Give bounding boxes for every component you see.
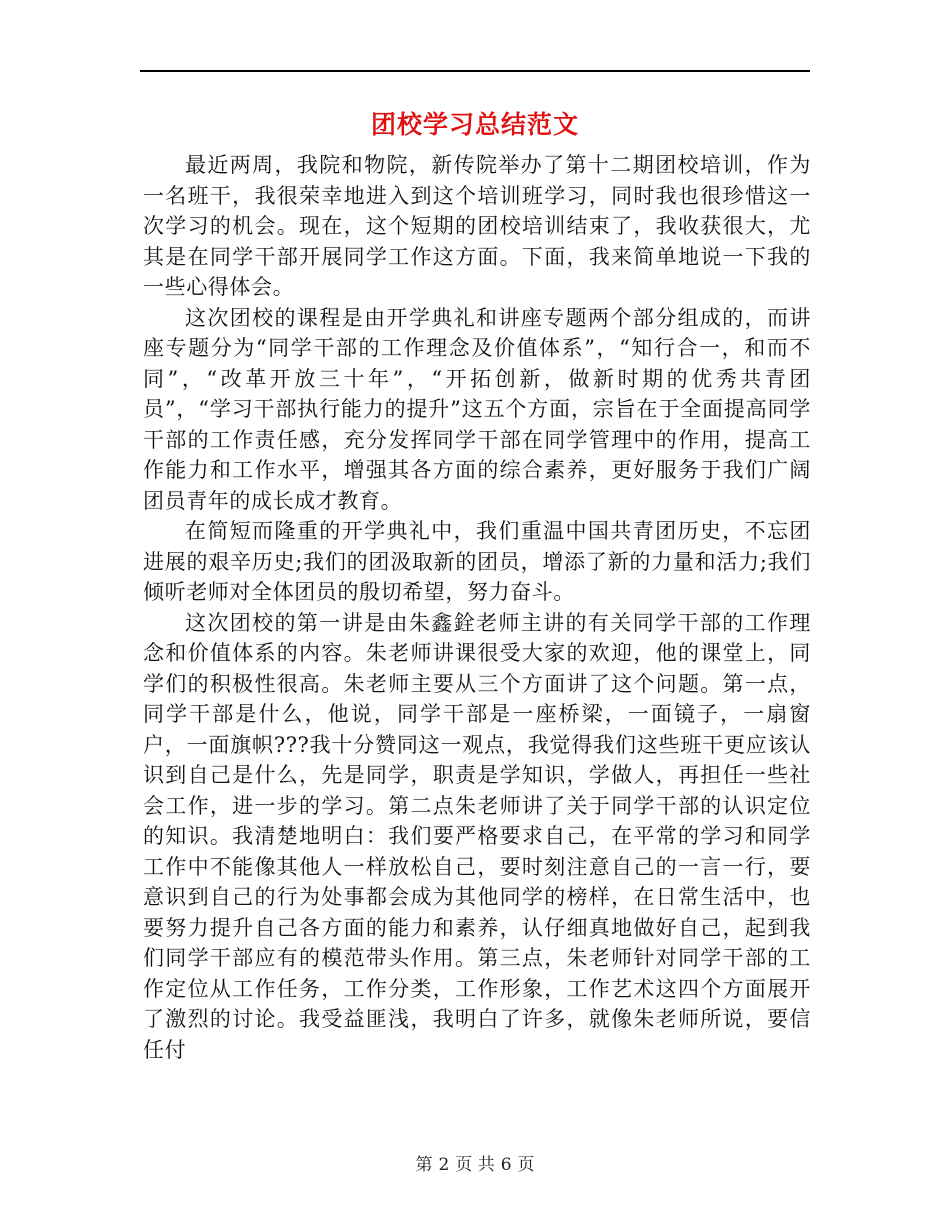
paragraph-2: 这次团校的课程是由开学典礼和讲座专题两个部分组成的，而讲座专题分为“同学干部的工作理念及价值体系”，“知行合一，和而不同”，“改革开放三十年”，“开拓创新，做新时期的优秀共青团员”，“学习干部执行能力的提升”这五个方面，宗旨在于全面提高同学干部的工作责任感，充分发挥同学干部在同学管理中的作用，提高工作能力和工作水平，增强其各方面的综合素养，更好服务于我们广阔团员青年的成长成才教育。 bbox=[143, 305, 811, 513]
paragraph-4: 这次团校的第一讲是由朱鑫銓老师主讲的有关同学干部的工作理念和价值体系的内容。朱老师讲课很受大家的欢迎，他的课堂上，同学们的积极性很高。朱老师主要从三个方面讲了这个问题。第一点，同学干部是什么，他说，同学干部是一座桥梁，一面镜子，一扇窗户，一面旗帜???我十分赞同这一观点，我觉得我们这些班干更应该认识到自己是什么，先是同学，职责是学知识，学做人，再担任一些社会工作，进一步的学习。第二点朱老师讲了关于同学干部的认识定位的知识。我清楚地明白：我们要严格要求自己，在平常的学习和同学工作中不能像其他人一样放松自己，要时刻注意自己的一言一行，要意识到自己的行为处事都会成为其他同学的榜样，在日常生活中，也要努力提升自己各方面的能力和素养，认仔细真地做好自己，起到我们同学干部应有的模范带头作用。第三点，朱老师针对同学干部的工作定位从工作任务，工作分类，工作形象，工作艺术这四个方面展开了激烈的讨论。我受益匪浅，我明白了许多，就像朱老师所说，要信任付 bbox=[143, 610, 811, 1062]
total-pages-number: 6 bbox=[500, 1155, 512, 1175]
current-page-number: 2 bbox=[438, 1155, 450, 1175]
footer-suffix: 页 bbox=[517, 1155, 535, 1175]
footer-middle: 页 共 bbox=[455, 1155, 495, 1175]
page-footer bbox=[0, 1153, 950, 1177]
header-rule bbox=[140, 70, 810, 72]
footer-prefix: 第 bbox=[415, 1155, 433, 1175]
paragraph-1: 最近两周，我院和物院，新传院举办了第十二期团校培训，作为一名班干，我很荣幸地进入到这个培训班学习，同时我也很珍惜这一次学习的机会。现在，这个短期的团校培训结束了，我收获很大，尤其是在同学干部开展同学工作这方面。下面，我来简单地说一下我的一些心得体会。 bbox=[143, 153, 811, 299]
paragraph-3: 在简短而隆重的开学典礼中，我们重温中国共青团历史，不忘团进展的艰辛历史;我们的团汲取新的团员，增添了新的力量和活力;我们倾听老师对全体团员的殷切希望，努力奋斗。 bbox=[143, 519, 811, 604]
document-body bbox=[143, 150, 811, 1065]
document-title: 团校学习总结范文 bbox=[370, 110, 579, 139]
